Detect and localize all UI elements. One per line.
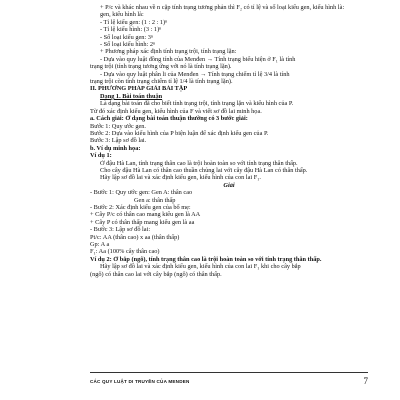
- text-line: F₁: Aa (100% cây thân cao): [90, 248, 160, 256]
- text-line: - Bước 3: Lập sơ đồ lai:: [90, 226, 151, 234]
- text-line: II. PHƯƠNG PHÁP GIẢI BÀI TẬP: [90, 85, 188, 93]
- text-line: Hãy lập sơ đồ lai và xác định kiểu gen, kiểu hình của con lai F₁.: [100, 174, 261, 182]
- page-number: 7: [363, 376, 368, 386]
- text-line: + Phương pháp xác định tính trạng trội, tính trạng lặn:: [100, 48, 237, 56]
- text-line: - Tỉ lệ kiểu gen: (1 : 2 : 1)ⁿ: [100, 18, 168, 26]
- text-line: Gen a: thân thấp: [134, 196, 176, 204]
- text-line: Từ đó xác định kiểu gen, kiểu hình của F và viết sơ đồ lai minh họa.: [90, 107, 262, 115]
- text-line: - Tỉ lệ kiểu hình: (3 : 1)ⁿ: [100, 26, 162, 34]
- text-line: - Bước 1: Quy ước gen: Gen A: thân cao: [90, 189, 193, 197]
- text-line: - Số loại kiểu gen: 3ⁿ: [100, 33, 153, 41]
- text-line: Bước 1: Quy ước gen.: [90, 122, 146, 130]
- text-line: - Số loại kiểu hình: 2ⁿ: [100, 41, 155, 49]
- text-line: Dạng 1. Bài toán thuận: [100, 92, 163, 100]
- text-line: - Dựa vào quy luật đồng tính của Menđen → Tính trạng biểu hiện ở F₁ là tính: [100, 55, 296, 63]
- text-line: Hãy lập sơ đồ lai và xác định kiểu gen, kiểu hình của con lai F₁ khi cho cây bắp: [100, 263, 301, 271]
- text-line: - Bước 2: Xác định kiểu gen của bố mẹ:: [90, 203, 191, 211]
- text-line: trạng trội (tính trạng tương ứng với nó là tính trạng lặn).: [90, 63, 232, 71]
- text-line: b. Ví dụ minh họa:: [90, 144, 141, 152]
- text-line: - Dựa vào quy luật phân li của Menđen → Tính trạng chiếm tỉ lệ 3/4 là tính: [100, 70, 290, 78]
- text-line: a. Cách giải: Ở dạng bài toán thuận thường có 3 bước giải:: [90, 115, 248, 123]
- text-line: + Cây P/c có thân cao mang kiểu gen là AA: [90, 211, 201, 219]
- text-line: + P/c và khác nhau về n cặp tính trạng tương phản thì F₂ có tỉ lệ và số loại kiểu gen, kiểu hình là:: [100, 4, 345, 11]
- text-line: (ngô) có thân cao lai với cây bắp (ngô) có thân thấp.: [90, 270, 222, 278]
- text-line: Gp: A a: [90, 241, 110, 248]
- page-footer: [90, 372, 368, 389]
- text-line: Bước 2: Dựa vào kiểu hình của P biện luận để xác định kiểu gen của P.: [90, 129, 269, 137]
- text-line: Giải: [223, 181, 235, 189]
- footer-title: CÁC QUY LUẬT DI TRUYỀN CỦA MENDEN: [90, 378, 190, 384]
- text-line: Ví dụ 2: Ở bắp (ngô), tính trạng thân cao là trội hoàn toàn so với tính trạng thân thấp.: [90, 255, 322, 263]
- text-line: Bước 3: Lập sơ đồ lai.: [90, 137, 147, 145]
- text-line: Cho cây đậu Hà Lan có thân cao thuần chủng lai với cây đậu Hà Lan có thân thấp.: [100, 166, 308, 174]
- text-line: Pt/c: AA (thân cao) x aa (thân thấp): [90, 233, 180, 241]
- text-line: Ở đậu Hà Lan, tính trạng thân cao là trội hoàn toàn so với tính trạng thân thấp.: [100, 159, 298, 167]
- text-line: Ví dụ 1:: [90, 152, 112, 160]
- text-line: Là dạng bài toán đã cho biết tính trạng trội, tính trạng lặn và kiểu hình của P.: [100, 100, 294, 108]
- text-line: trạng trội còn tính trạng chiếm tỉ lệ 1/4 là tính trạng lặn).: [90, 78, 233, 86]
- text-line: gen, kiểu hình là:: [100, 11, 144, 19]
- page-body: [90, 4, 368, 278]
- text-line: + Cây P có thân thấp mang kiểu gen là aa: [90, 218, 195, 226]
